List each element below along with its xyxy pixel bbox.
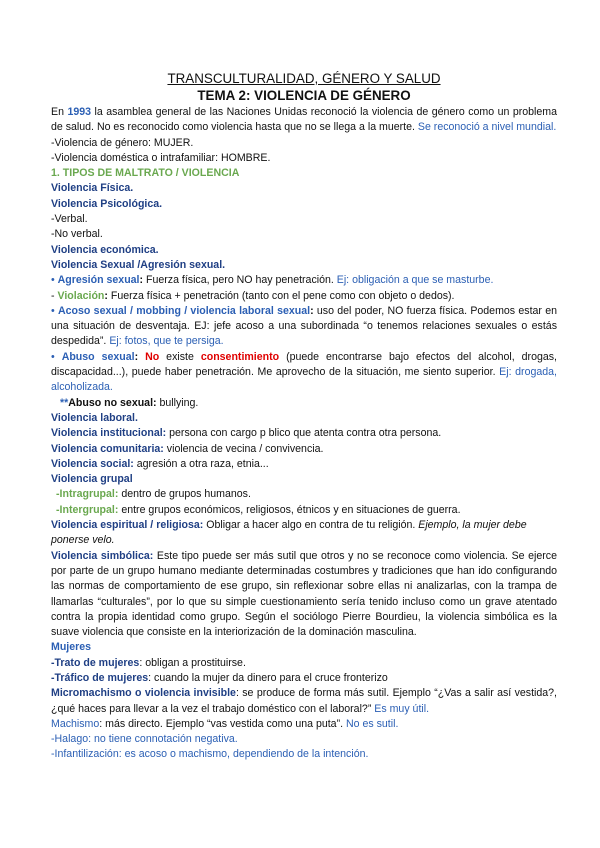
- definition-text: Fuerza física, pero NO hay penetración.: [145, 274, 337, 287]
- item-violencia-simbolica: [51, 549, 557, 641]
- bullet: •: [51, 304, 59, 317]
- item-verbal: -Verbal.: [51, 213, 88, 226]
- term-abuso-no-sexual: Abuso no sexual: [68, 396, 154, 409]
- emphasis-consentimiento: consentimiento: [200, 350, 280, 363]
- definition-text: : cuando la mujer da dinero para el cruce fronterizo: [148, 671, 388, 684]
- term-acoso-sexual: Acoso sexual / mobbing / violencia laboral sexual: [58, 304, 311, 317]
- term-violencia-institucional: Violencia institucional:: [51, 427, 167, 440]
- item-trato-mujeres: [51, 656, 557, 671]
- definition-text: Obligar a hacer algo en contra de tu religión.: [203, 519, 419, 532]
- bullet: •: [51, 274, 58, 287]
- item-infantilizacion: -Infantilización: es acoso o machismo, dependiendo de la intención.: [51, 748, 369, 761]
- definition-text: Fuerza física + penetración (tanto con el pene como con objeto o dedos).: [110, 289, 455, 302]
- document-title: TRANSCULTURALIDAD, GÉNERO Y SALUD: [167, 71, 441, 86]
- term-violencia-simbolica: Violencia simbólica:: [51, 549, 154, 562]
- definition-text: agresión a otra raza, etnia...: [133, 457, 269, 470]
- term-violacion: Violación: [57, 289, 105, 302]
- colon: :: [134, 350, 146, 363]
- item-halago: -Halago: no tiene connotación negativa.: [51, 733, 238, 746]
- definition-text: dentro de grupos humanos.: [118, 488, 251, 501]
- term-machismo: Machismo: [51, 717, 100, 730]
- definition-text: bullying.: [159, 396, 199, 409]
- bullet: •: [51, 350, 62, 363]
- intro-year: 1993: [67, 106, 92, 118]
- item-violencia-comunitaria: [51, 442, 557, 457]
- item-micromachismo: [51, 686, 557, 717]
- intro-text-start: En: [51, 106, 68, 118]
- definition-text: uso del poder, NO fuerza física. Podemos estar en una situación de desventaja. EJ: jefe acoso a una subordinada “o tenemos relaciones sexuales o estás despedida”.: [51, 304, 558, 348]
- intro-paragraph: [51, 105, 557, 136]
- heading-violencia-grupal: Violencia grupal: [51, 473, 133, 486]
- heading-violencia-economica: Violencia económica.: [51, 243, 159, 256]
- definition-text: persona con cargo p blico que atenta contra otra persona.: [166, 427, 442, 440]
- definition-text: existe: [159, 350, 201, 363]
- document-subtitle: TEMA 2: VIOLENCIA DE GÉNERO: [197, 88, 411, 103]
- definition-text: : obligan a prostituirse.: [139, 656, 246, 669]
- definition-text: Este tipo puede ser más sutil que otros y no se reconoce como violencia. Se ejerce por parte de un grupo humano mediante determinadas costumbres y tradiciones que han ido configurando las normas de comportamiento de ese grupo, sin reflexionar sobre ellas ni analizarlas, con la trampa de llamarlas “culturales”, por lo que su simple cuestionamiento sería tenido incluso como un grave atentado contra la propia identidad como grupo. Según el sociólogo Pierre Bourdieu, la violencia simbólica es la suave violencia que consiste en la interiorización de la dominación masculina.: [51, 549, 557, 639]
- item-machismo: [51, 717, 557, 732]
- definition-text: : se produce de forma más sutil. Ejemplo “¿Vas a salir así vestida?, ¿qué haces para llevar a la vez el trabajo doméstico con el laboral?”: [51, 687, 557, 715]
- item-abuso-sexual: [51, 350, 557, 396]
- term-micromachismo: Micromachismo o violencia invisible: [51, 687, 236, 700]
- definition-text: violencia de vecina / convivencia.: [163, 442, 324, 455]
- note-text: Es muy útil.: [374, 702, 430, 715]
- intro-text: la asamblea general de las Naciones Unidas reconoció la violencia de género como un problema de salud. No es reconocido como violencia hasta que no se llega a la muerte.: [51, 106, 557, 134]
- asterisks: **: [60, 396, 69, 409]
- item-intergrupal: [51, 503, 557, 518]
- term-agresion-sexual: Agresión sexual: [57, 274, 140, 287]
- colon: :: [139, 274, 146, 287]
- term-violencia-social: Violencia social:: [51, 457, 134, 470]
- intro-note: Se reconoció a nivel mundial.: [417, 121, 557, 134]
- example-text: Ejemplo, la mujer debe ponerse velo.: [51, 519, 527, 547]
- heading-mujeres: Mujeres: [51, 641, 92, 654]
- document-page: [51, 70, 557, 763]
- colon: :: [153, 396, 160, 409]
- example-text: Ej: drogada, alcoholizada.: [51, 366, 557, 394]
- bullet: -: [51, 289, 58, 302]
- section-heading-tipos: 1. TIPOS DE MALTRATO / VIOLENCIA: [51, 167, 240, 180]
- term-violencia-comunitaria: Violencia comunitaria:: [51, 442, 164, 455]
- item-intragrupal: [51, 487, 557, 502]
- heading-violencia-psicologica: Violencia Psicológica.: [51, 197, 163, 210]
- item-abuso-no-sexual: [51, 396, 557, 411]
- item-violencia-espiritual: [51, 518, 557, 549]
- item-violencia-social: [51, 457, 557, 472]
- heading-violencia-fisica: Violencia Física.: [51, 182, 134, 195]
- colon: :: [310, 304, 317, 317]
- definition-text: entre grupos económicos, religiosos, étnicos y en situaciones de guerra.: [118, 503, 461, 516]
- emphasis-no: No: [145, 350, 160, 363]
- note-text: No es sutil.: [346, 717, 399, 730]
- colon: :: [104, 289, 111, 302]
- item-violencia-institucional: [51, 426, 557, 441]
- heading-violencia-laboral: Violencia laboral.: [51, 411, 138, 424]
- example-text: Ej: fotos, que te persiga.: [109, 335, 224, 348]
- item-acoso-sexual: [51, 304, 557, 350]
- heading-violencia-sexual: Violencia Sexual /Agresión sexual.: [51, 258, 226, 271]
- item-no-verbal: -No verbal.: [51, 228, 103, 241]
- term-abuso-sexual: Abuso sexual: [61, 350, 135, 363]
- term-violencia-espiritual: Violencia espiritual / religiosa:: [51, 519, 204, 532]
- definition-genero: -Violencia de género: MUJER.: [51, 136, 194, 149]
- example-text: Ej: obligación a que se masturbe.: [336, 274, 494, 287]
- term-trato-mujeres: -Trato de mujeres: [51, 656, 140, 669]
- term-intergrupal: -Intergrupal:: [56, 503, 119, 516]
- definition-domestica: -Violencia doméstica o intrafamiliar: HOMBRE.: [51, 151, 271, 164]
- item-agresion-sexual: [51, 273, 557, 288]
- definition-text: : más directo. Ejemplo “vas vestida como una puta”.: [99, 717, 346, 730]
- item-trafico-mujeres: [51, 671, 557, 686]
- item-violacion: [51, 289, 557, 304]
- definition-text: (puede encontrarse bajo efectos del alcohol, drogas, discapacidad...), puede haber penetración. Me aprovecho de la situación, me siento superior.: [51, 350, 557, 379]
- term-intragrupal: -Intragrupal:: [56, 488, 119, 501]
- term-trafico-mujeres: -Tráfico de mujeres: [51, 671, 149, 684]
